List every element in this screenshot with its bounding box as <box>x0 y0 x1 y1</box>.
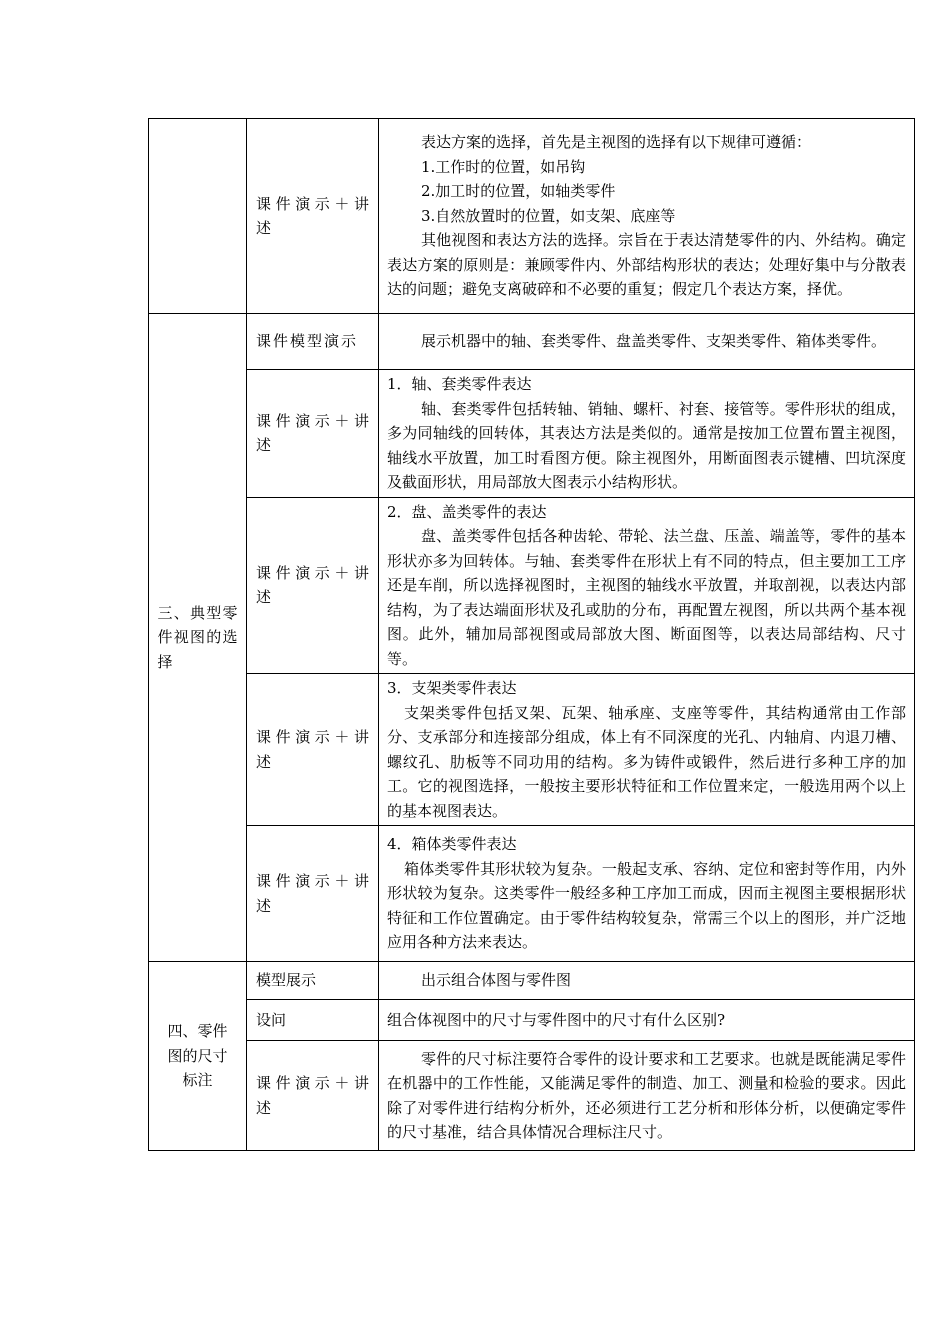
lesson-plan-table <box>148 118 915 1151</box>
content-heading: 1．轴、套类零件表达 <box>387 375 532 393</box>
table-row <box>149 370 915 498</box>
method-label: 课件演示＋讲述 <box>256 728 371 771</box>
content-line: 表达方案的选择，首先是主视图的选择有以下规律可遵循： <box>421 133 812 152</box>
content-cell <box>379 1041 915 1151</box>
table-row <box>149 1000 915 1041</box>
method-label: 课件演示＋讲述 <box>256 872 371 915</box>
method-cell <box>247 962 379 1000</box>
method-cell <box>247 826 379 962</box>
content-cell <box>379 497 915 674</box>
content-heading: 3．支架类零件表达 <box>387 679 517 697</box>
method-label: 课件演示＋讲述 <box>256 411 371 455</box>
content-cell <box>379 674 915 826</box>
section-title-cell <box>149 314 247 962</box>
table-row <box>149 119 915 314</box>
table-row <box>149 497 915 674</box>
table-row <box>149 1041 915 1151</box>
table-row <box>149 962 915 1000</box>
content-paragraph: 出示组合体图与零件图 <box>421 971 572 990</box>
method-cell <box>247 370 379 498</box>
table-row <box>149 314 915 370</box>
method-cell <box>247 674 379 826</box>
section-cell-empty <box>149 119 247 314</box>
method-cell <box>247 314 379 370</box>
content-paragraph: 展示机器中的轴、套类零件、盘盖类零件、支架类零件、箱体类零件。 <box>421 332 887 351</box>
content-cell <box>379 1000 915 1041</box>
content-heading: 4．箱体类零件表达 <box>387 835 517 854</box>
method-label: 模型展示 <box>256 971 317 990</box>
content-paragraph: 零件的尺寸标注要符合零件的设计要求和工艺要求。也就是既能满足零件在机器中的工作性能，又能满足零件的制造、加工、测量和检验的要求。因此除了对零件进行结构分析外，还必须进行工艺分析和形体分析，以便确定零件的尺寸基准，结合具体情况合理标注尺寸。 <box>387 1049 906 1141</box>
method-cell <box>247 1041 379 1151</box>
content-paragraph: 盘、盖类零件包括各种齿轮、带轮、法兰盘、压盖、端盖等，零件的基本形状亦多为回转体。与轴、套类零件在形状上有不同的特点，但主要加工工序还是车削，所以选择视图时，主视图的轴线水平放置，并取剖视，以表达内部结构，为了表达端面形状及孔或肋的分布，再配置左视图，所以共两个基本视图。此外，辅加局部视图或局部放大图、断面图等，以表达局部结构、尺寸等。 <box>387 527 906 668</box>
content-cell <box>379 826 915 962</box>
content-line: 3.自然放置时的位置，如支架、底座等 <box>421 206 676 225</box>
content-line: 2.加工时的位置，如轴类零件 <box>421 182 616 201</box>
method-label: 课件演示＋讲述 <box>256 1074 371 1117</box>
method-label: 课件演示＋讲述 <box>256 563 371 607</box>
content-paragraph: 轴、套类零件包括转轴、销轴、螺杆、衬套、接管等。零件形状的组成，多为同轴线的回转体，其表达方法是类似的。通常是按加工位置布置主视图，轴线水平放置，加工时看图方便。除主视图外，用断面图表示键槽、凹坑深度及截面形状，用局部放大图表示小结构形状。 <box>387 399 906 491</box>
section-title: 四、零件图的尺寸标注 <box>167 1022 228 1090</box>
content-paragraph: 支架类零件包括叉架、瓦架、轴承座、支座等零件，其结构通常由工作部分、支承部分和连接部分组成，体上有不同深度的光孔、内轴肩、内退刀槽、螺纹孔、肋板等不同功用的结构。多为铸件或锻件，然后进行多种工序的加工。它的视图选择，一般按主要形状特征和工作位置来定，一般选用两个以上的基本视图表达。 <box>387 703 906 820</box>
section-title-cell <box>149 962 247 1151</box>
method-cell <box>247 1000 379 1041</box>
content-cell <box>379 119 915 314</box>
section-title: 三、典型零件视图的选择 <box>157 603 238 671</box>
content-paragraph: 箱体类零件其形状较为复杂。一般起支承、容纳、定位和密封等作用，内外形状较为复杂。这类零件一般经多种工序加工而成，因而主视图主要根据形状特征和工作位置确定。由于零件结构较复杂，常需三个以上的图形，并广泛地应用各种方法来表达。 <box>387 859 906 952</box>
content-paragraph: 其他视图和表达方法的选择。宗旨在于表达清楚零件的内、外结构。确定表达方案的原则是：兼顾零件内、外部结构形状的表达；处理好集中与分散表达的问题；避免支离破碎和不必要的重复；假定几个表达方案，择优。 <box>387 231 906 299</box>
content-cell <box>379 370 915 498</box>
method-cell <box>247 497 379 674</box>
method-label: 课件演示＋讲述 <box>256 194 371 237</box>
method-cell <box>247 119 379 314</box>
content-heading: 2．盘、盖类零件的表达 <box>387 502 547 521</box>
table-row <box>149 674 915 826</box>
table-row <box>149 826 915 962</box>
content-line: 1.工作时的位置，如吊钩 <box>421 157 586 176</box>
method-label: 设问 <box>256 1010 287 1029</box>
content-cell <box>379 962 915 1000</box>
content-cell <box>379 314 915 370</box>
method-label: 课件模型演示 <box>256 332 359 351</box>
content-paragraph: 组合体视图中的尺寸与零件图中的尺寸有什么区别? <box>387 1010 726 1029</box>
